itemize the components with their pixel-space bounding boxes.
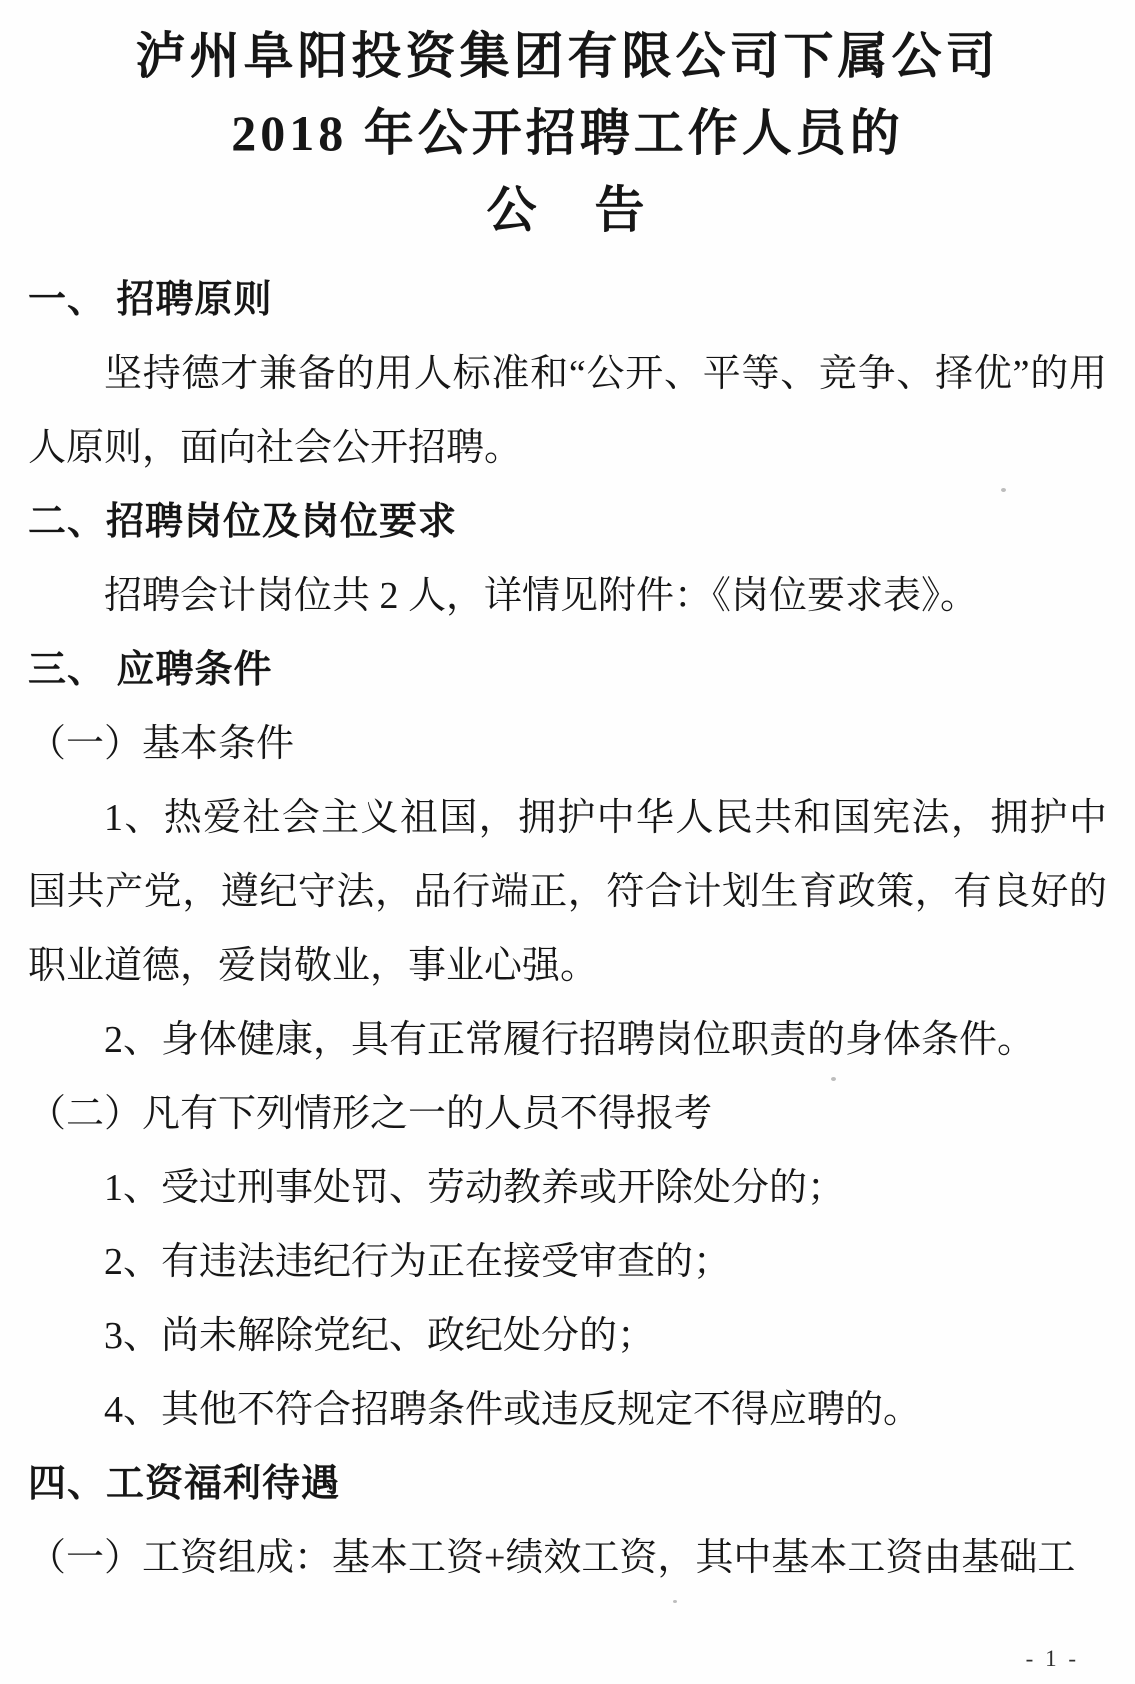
scan-speck: [831, 1077, 836, 1081]
page-number: - 1 -: [1025, 1646, 1079, 1671]
title-line-3: 公 告: [486, 182, 649, 238]
section-4-paragraph: （一）工资组成：基本工资+绩效工资，其中基本工资由基础工: [28, 1537, 1076, 1579]
section-3-sub-1-heading: （一）基本条件: [28, 723, 295, 765]
section-3-sub-2-item-3: 3、尚未解除党纪、政纪处分的；: [104, 1315, 656, 1357]
section-3-sub-2-item-4: 4、其他不符合招聘条件或违反规定不得应聘的。: [104, 1389, 922, 1431]
section-2-paragraph: 招聘会计岗位共 2 人，详情见附件：《岗位要求表》。: [104, 575, 979, 617]
title-line-1: 泸州阜阳投资集团有限公司下属公司: [135, 28, 1000, 84]
section-1-paragraph: 坚持德才兼备的用人标准和“公开、平等、竞争、择优”的用人原则，面向社会公开招聘。: [28, 353, 1107, 469]
scan-speck: [1001, 488, 1006, 492]
document-body: [28, 263, 1107, 1595]
section-3-sub-2-item-1: 1、受过刑事处罚、劳动教养或开除处分的；: [104, 1167, 846, 1209]
section-3-sub-1-item-2: 2、身体健康，具有正常履行招聘岗位职责的身体条件。: [104, 1019, 1036, 1061]
section-3-sub-2-heading: （二）凡有下列情形之一的人员不得报考: [28, 1093, 713, 1135]
section-2-heading: 二、招聘岗位及岗位要求: [28, 501, 458, 543]
section-3-sub-2-item-2: 2、有违法违纪行为正在接受审查的；: [104, 1241, 732, 1283]
document-title: [28, 18, 1107, 249]
section-4-heading: 四、工资福利待遇: [28, 1463, 341, 1505]
title-line-2: 2018 年公开招聘工作人员的: [231, 105, 904, 161]
section-1-heading: 一、 招聘原则: [28, 279, 273, 321]
section-3-sub-1-item-1: 1、热爱社会主义祖国，拥护中华人民共和国宪法，拥护中国共产党，遵纪守法，品行端正，符合计划生育政策，有良好的职业道德，爱岗敬业，事业心强。: [28, 797, 1107, 987]
section-3-heading: 三、 应聘条件: [28, 649, 273, 691]
scan-speck: [673, 1600, 677, 1603]
